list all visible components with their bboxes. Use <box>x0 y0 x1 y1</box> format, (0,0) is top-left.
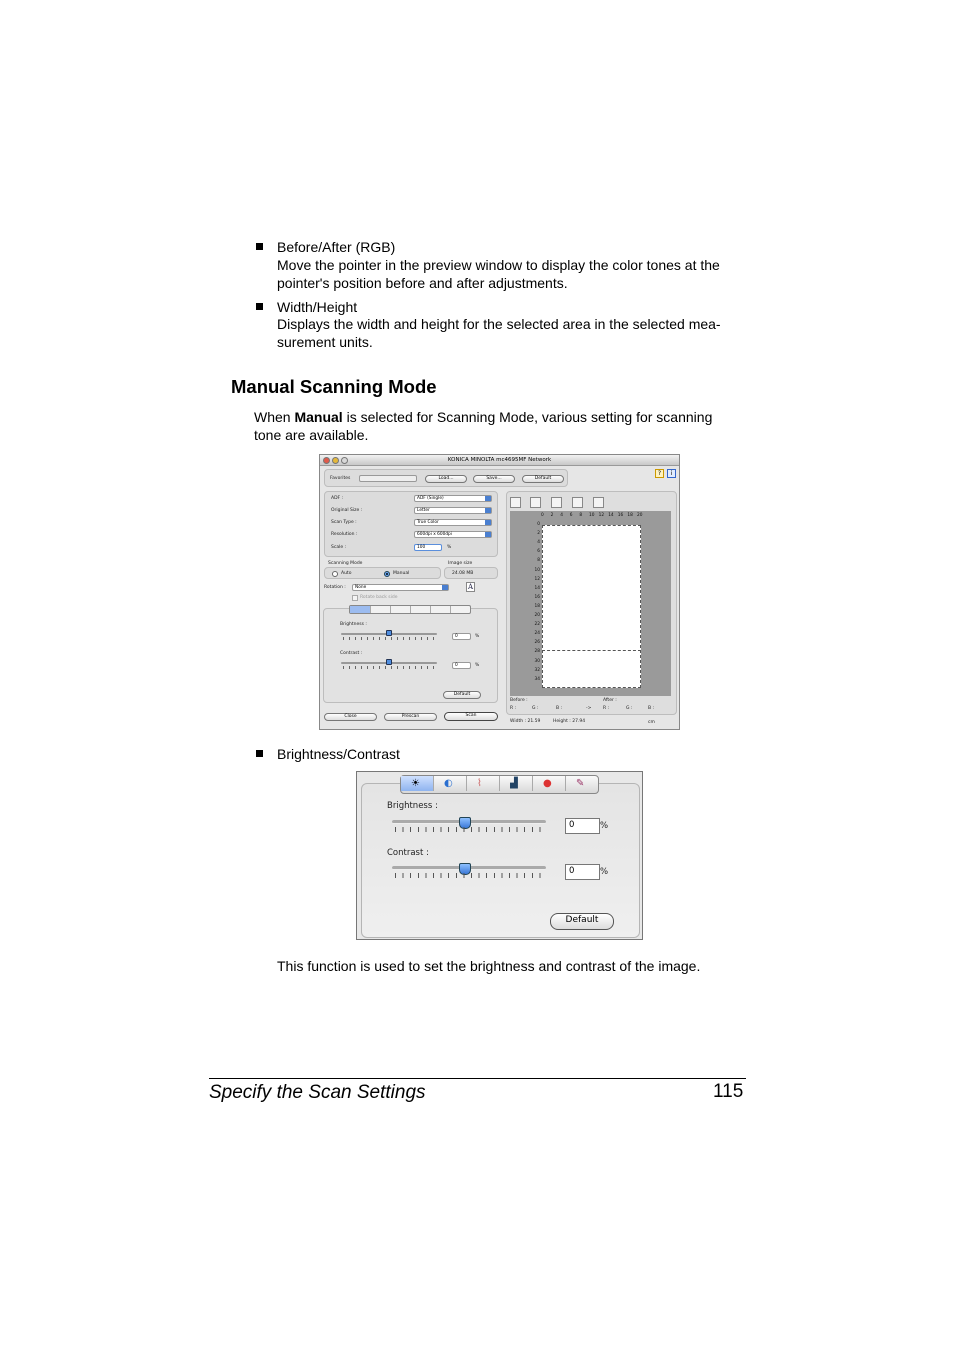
chevron-down-icon <box>485 508 491 513</box>
adjustment-panel <box>323 608 498 703</box>
ruler-left-label: 20 <box>534 613 540 618</box>
ruler-left-label: 26 <box>534 640 540 646</box>
brightness-pct: % <box>475 634 480 639</box>
brightness-pct: % <box>600 821 609 831</box>
before-r: R : <box>510 706 517 711</box>
text-orientation-icon[interactable]: A <box>467 583 474 591</box>
scale-input[interactable]: 100 <box>414 544 442 551</box>
intro-post: is selected for Scanning Mode, various setting for scanning <box>342 409 713 425</box>
section-heading: Manual Scanning Mode <box>231 376 437 397</box>
tone-balance-icon: ◐ <box>444 778 453 789</box>
manual-label: Manual <box>393 571 410 576</box>
brightness-ticks <box>343 637 436 640</box>
unit-select[interactable]: cm <box>648 720 655 725</box>
contrast-pct: % <box>600 867 609 877</box>
contrast-slider-knob[interactable] <box>386 659 392 665</box>
brightness-input[interactable]: 0 <box>565 818 600 834</box>
contrast-ticks <box>395 873 545 878</box>
chevron-down-icon <box>485 532 491 537</box>
tab-brightness-contrast[interactable] <box>401 776 434 791</box>
ruler-left-label: 32 <box>534 667 540 673</box>
bullet-marker <box>256 243 263 250</box>
adf-label: ADF : <box>331 496 344 501</box>
after-label: After : <box>603 698 617 703</box>
ruler-left-label: 16 <box>534 594 540 600</box>
brightness-contrast-panel <box>361 783 640 938</box>
contrast-label: Contrast : <box>340 651 363 656</box>
image-size-label: Image size <box>448 561 473 566</box>
default-button[interactable]: Default <box>550 913 614 930</box>
rotation-value: None <box>355 585 367 590</box>
bullet-title: Before/After (RGB) <box>277 239 396 255</box>
page-number: 115 <box>713 1081 744 1102</box>
intro-pre: When <box>254 409 295 425</box>
tab-color-balance[interactable] <box>533 776 566 791</box>
ruler-left-label: 4 <box>537 540 540 546</box>
intro-bold: Manual <box>294 409 343 425</box>
brightness-input[interactable]: 0 <box>452 633 471 640</box>
ruler-top-label: 14 <box>608 513 614 518</box>
before-b: B : <box>556 706 563 711</box>
ruler-left-label: 2 <box>537 531 540 537</box>
favorites-group <box>324 469 568 487</box>
rotate-back-checkbox[interactable] <box>352 595 358 601</box>
close-button[interactable]: Close <box>324 713 377 721</box>
bullet-text: pointer's position before and after adjustments. <box>277 275 568 291</box>
load-button[interactable]: Load... <box>425 475 467 483</box>
select-area-icon[interactable] <box>510 497 521 508</box>
resolution-label: Resolution : <box>331 532 358 537</box>
close-light-icon[interactable] <box>323 457 330 464</box>
ruler-top-label: 20 <box>637 513 643 518</box>
favorites-label: Favorites <box>330 476 351 481</box>
ruler-left-label: 18 <box>534 603 540 609</box>
ruler-left-label: 14 <box>534 585 540 591</box>
tab-tone-balance[interactable] <box>434 776 467 791</box>
resolution-select[interactable] <box>414 531 492 538</box>
footer-title: Specify the Scan Settings <box>209 1082 426 1103</box>
contrast-input[interactable]: 0 <box>565 864 600 880</box>
adjust-default-button[interactable]: Default <box>443 691 481 699</box>
section-intro-line2: tone are available. <box>254 427 369 443</box>
footer-rule <box>209 1078 746 1079</box>
brightness-label: Brightness : <box>387 801 438 811</box>
resolution-value: 600dpi x 600dpi <box>417 532 452 537</box>
tone-curve-icon: ⌇ <box>477 778 482 789</box>
auto-radio[interactable] <box>332 571 338 577</box>
sun-icon: ☀ <box>411 778 420 789</box>
before-label: Before : <box>510 698 528 703</box>
rotation-label: Rotation : <box>324 585 346 590</box>
tab-histogram[interactable] <box>500 776 533 791</box>
adjustment-tabs <box>349 605 471 614</box>
ruler-top-label: 10 <box>589 513 595 518</box>
tab-tone-balance[interactable] <box>370 606 390 613</box>
auto-label: Auto <box>341 571 352 576</box>
tab-tone-curve[interactable] <box>467 776 500 791</box>
tab-histogram[interactable] <box>410 606 430 613</box>
ruler-left-label: 0 <box>537 522 540 527</box>
settings-group <box>324 491 498 557</box>
tab-brightness-contrast[interactable] <box>350 606 370 613</box>
adjustment-tabs <box>400 775 599 794</box>
ruler-top-label: 16 <box>617 513 624 518</box>
brightness-contrast-screenshot <box>356 771 643 940</box>
original-size-label: Original Size : <box>331 508 363 513</box>
ruler-left-label: 6 <box>537 549 540 555</box>
preview-window[interactable] <box>510 511 671 696</box>
scale-label: Scale : <box>331 545 347 550</box>
tab-color-adjust[interactable] <box>566 776 598 791</box>
bullet-title: Brightness/Contrast <box>277 746 400 762</box>
contrast-input[interactable]: 0 <box>452 662 471 669</box>
fit-page-icon[interactable] <box>572 497 583 508</box>
tab-color-adjust[interactable] <box>450 606 470 613</box>
bullet-text: Displays the width and height for the selected area in the selected mea- <box>277 316 721 332</box>
prescan-button[interactable]: Prescan <box>384 713 437 721</box>
bullet-title: Width/Height <box>277 299 358 315</box>
ruler-top-label: 4 <box>560 513 563 518</box>
ruler-top-label: 8 <box>579 513 583 518</box>
ruler-left-label: 12 <box>534 576 540 582</box>
ruler-left-label: 28 <box>534 649 540 655</box>
ruler-left-label: 30 <box>534 658 540 664</box>
ruler-top-label: 6 <box>569 513 573 518</box>
ruler-top-label: 0 <box>541 513 544 518</box>
ruler-top-label: 12 <box>598 513 605 518</box>
ruler-left-label: 10 <box>534 567 540 573</box>
scanning-mode-group <box>324 567 441 579</box>
help-icon[interactable]: ? <box>655 469 664 478</box>
scanner-dialog-screenshot <box>319 454 680 730</box>
info-icon[interactable]: i <box>667 469 676 478</box>
chevron-down-icon <box>485 496 491 501</box>
scan-type-value: True Color <box>417 520 439 525</box>
ruler-left-label: 34 <box>534 676 540 682</box>
adf-select[interactable] <box>414 495 492 502</box>
default-button[interactable]: Default <box>522 475 564 483</box>
contrast-pct: % <box>475 663 480 668</box>
dialog-title: KONICA MINOLTA mc4695MF Network <box>447 457 552 463</box>
tab-color-balance[interactable] <box>430 606 450 613</box>
before-g: G : <box>532 706 539 711</box>
ruler-left-label: 24 <box>534 631 540 637</box>
brightness-slider-knob[interactable] <box>386 630 392 636</box>
color-adjust-icon: ✎ <box>576 778 585 789</box>
rotate-back-label: Rotate back side <box>360 595 398 600</box>
zoom-light-icon[interactable] <box>341 457 348 464</box>
adf-value: ADF (Single) <box>417 496 444 501</box>
brightness-label: Brightness : <box>340 622 367 627</box>
arrow: -> <box>586 706 592 711</box>
ruler-top-label: 2 <box>550 513 554 518</box>
selection-line <box>542 650 641 651</box>
after-r: R : <box>603 706 610 711</box>
bullet-text: Move the pointer in the preview window to display the color tones at the <box>277 257 720 273</box>
histogram-icon: ▟ <box>510 778 518 789</box>
ruler-top-label: 18 <box>627 513 633 518</box>
zoom-icon[interactable] <box>530 497 541 508</box>
tab-tone-curve[interactable] <box>390 606 410 613</box>
ruler-left-label: 22 <box>534 622 540 628</box>
ruler-left-label: 8 <box>537 558 540 564</box>
image-size-field <box>444 567 498 579</box>
contrast-ticks <box>343 666 436 669</box>
bullet-text: surement units. <box>277 334 373 350</box>
scan-type-select[interactable] <box>414 519 492 526</box>
scan-type-label: Scan Type : <box>331 520 357 525</box>
original-size-value: Letter <box>417 508 430 513</box>
after-g: G : <box>626 706 633 711</box>
favorites-select[interactable] <box>359 475 417 482</box>
caption: This function is used to set the brightness and contrast of the image. <box>277 958 701 974</box>
original-size-select[interactable] <box>414 507 492 514</box>
height-readout: Height : 27.94 <box>553 719 586 724</box>
fit-width-icon[interactable] <box>551 497 562 508</box>
bullet-marker <box>256 303 263 310</box>
brightness-ticks <box>395 827 545 832</box>
rotation-select[interactable] <box>352 584 449 591</box>
save-button[interactable]: Save... <box>473 475 515 483</box>
scan-button[interactable]: Scan <box>444 712 498 721</box>
minimize-light-icon[interactable] <box>332 457 339 464</box>
manual-radio[interactable] <box>384 571 390 577</box>
chevron-down-icon <box>485 520 491 525</box>
after-b: B : <box>648 706 655 711</box>
scanning-mode-label: Scanning Mode <box>328 561 363 566</box>
preview-page <box>542 525 641 688</box>
contrast-label: Contrast : <box>387 848 429 858</box>
bullet-marker <box>256 750 263 757</box>
width-readout: Width : 21.59 <box>510 719 541 724</box>
section-intro <box>254 408 712 426</box>
dialog-titlebar <box>320 455 679 466</box>
image-size-value: 24.08 MB <box>452 571 474 576</box>
chevron-down-icon <box>442 585 448 590</box>
color-wheel-icon: ● <box>543 778 552 789</box>
scale-unit: % <box>447 545 452 550</box>
clear-preview-icon[interactable] <box>593 497 604 508</box>
